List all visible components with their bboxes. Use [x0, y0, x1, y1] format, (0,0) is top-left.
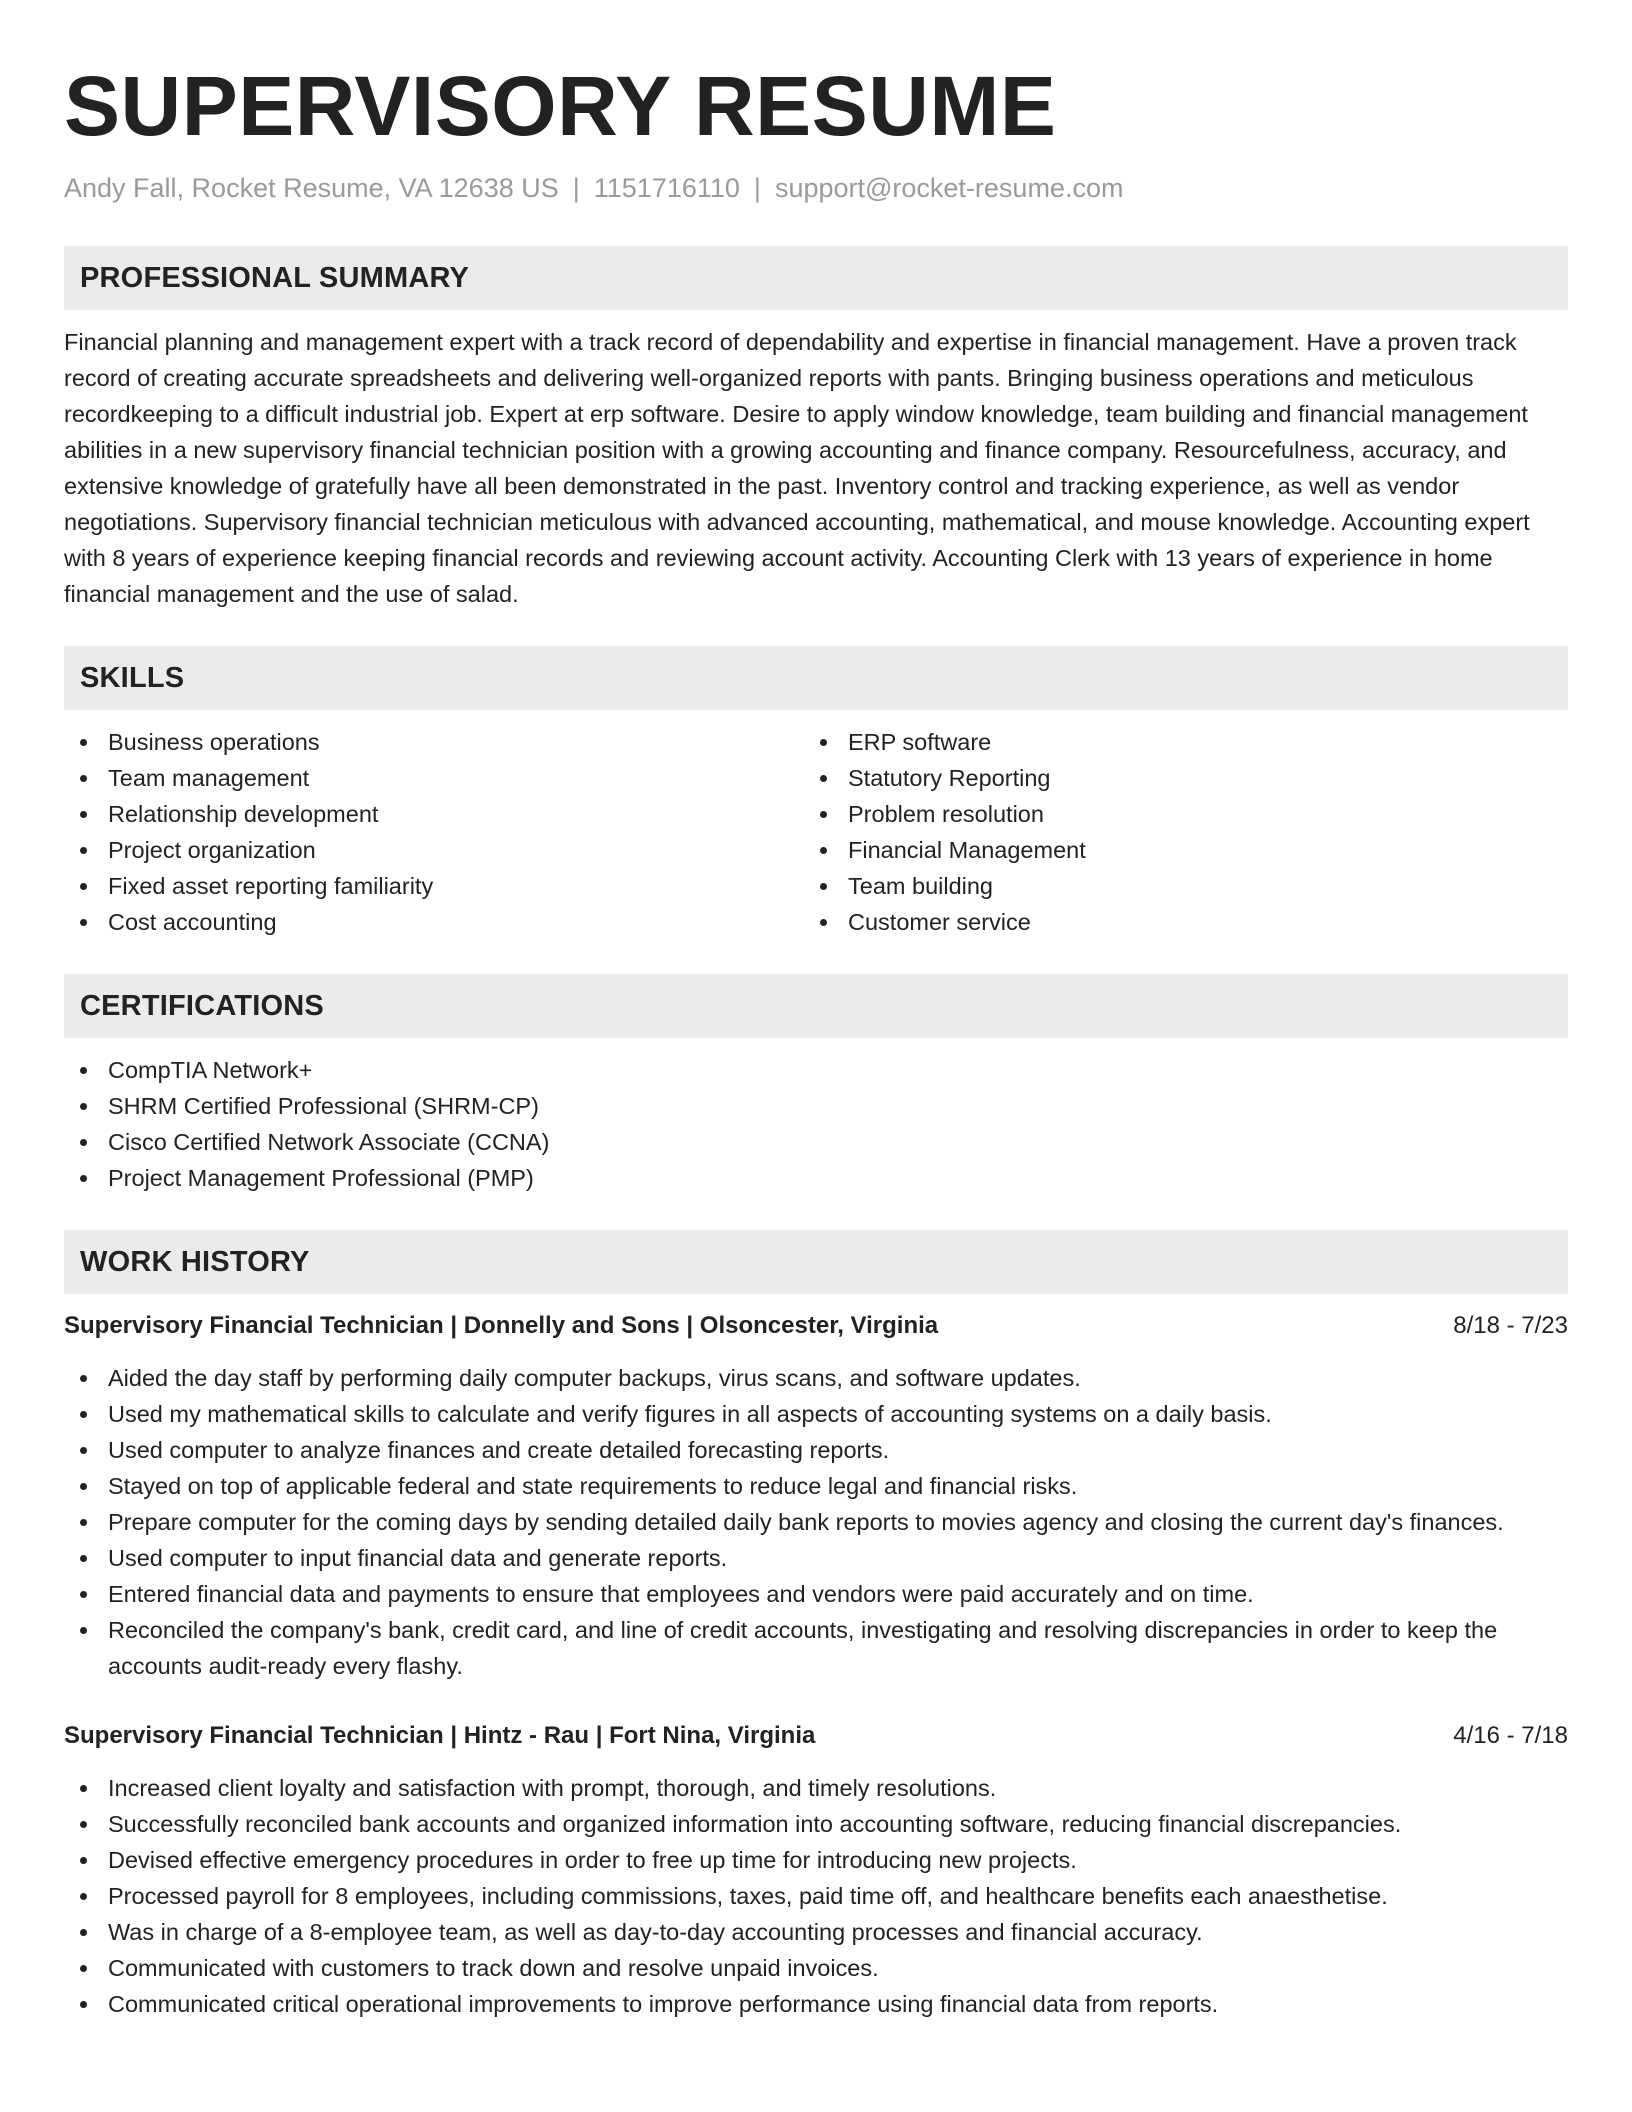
- certification-item: Project Management Professional (PMP): [64, 1160, 1568, 1196]
- contact-address: Andy Fall, Rocket Resume, VA 12638 US: [64, 173, 559, 203]
- summary-heading: PROFESSIONAL SUMMARY: [64, 246, 1568, 310]
- skill-item: Project organization: [64, 832, 804, 868]
- certification-item: CompTIA Network+: [64, 1052, 1568, 1088]
- skills-list: [64, 724, 1568, 940]
- certifications-heading: CERTIFICATIONS: [64, 974, 1568, 1038]
- certification-item: SHRM Certified Professional (SHRM-CP): [64, 1088, 1568, 1124]
- job-bullet: Stayed on top of applicable federal and state requirements to reduce legal and financial risks.: [64, 1468, 1568, 1504]
- job-bullet: Communicated critical operational improvements to improve performance using financial data from reports.: [64, 1986, 1568, 2022]
- job-bullet: Used computer to analyze finances and create detailed forecasting reports.: [64, 1432, 1568, 1468]
- work-history-heading: WORK HISTORY: [64, 1230, 1568, 1294]
- skill-item: Fixed asset reporting familiarity: [64, 868, 804, 904]
- job-bullet: Aided the day staff by performing daily computer backups, virus scans, and software updates.: [64, 1360, 1568, 1396]
- job-bullet: Increased client loyalty and satisfaction with prompt, thorough, and timely resolutions.: [64, 1770, 1568, 1806]
- job-bullets: [64, 1360, 1568, 1684]
- job-bullet: Communicated with customers to track down and resolve unpaid invoices.: [64, 1950, 1568, 1986]
- job-title: Supervisory Financial Technician | Donnelly and Sons | Olsoncester, Virginia: [64, 1312, 939, 1339]
- skill-item: Team building: [804, 868, 1544, 904]
- resume-title: SUPERVISORY RESUME: [64, 59, 1057, 153]
- skills-column-left: [64, 724, 804, 940]
- job-dates: 8/18 - 7/23: [1453, 1312, 1568, 1339]
- certification-item: Cisco Certified Network Associate (CCNA): [64, 1124, 1568, 1160]
- job-bullet: Entered financial data and payments to ensure that employees and vendors were paid accurately and on time.: [64, 1576, 1568, 1612]
- skill-item: Customer service: [804, 904, 1544, 940]
- skill-item: ERP software: [804, 724, 1544, 760]
- skill-item: Cost accounting: [64, 904, 804, 940]
- job-bullet: Devised effective emergency procedures in order to free up time for introducing new projects.: [64, 1842, 1568, 1878]
- skills-heading: SKILLS: [64, 646, 1568, 710]
- certifications-list: [64, 1052, 1568, 1196]
- contact-line: [64, 170, 1568, 206]
- skill-item: Business operations: [64, 724, 804, 760]
- contact-separator: |: [572, 173, 580, 203]
- job-header: [64, 1718, 1568, 1754]
- skill-item: Problem resolution: [804, 796, 1544, 832]
- skill-item: Relationship development: [64, 796, 804, 832]
- job-bullet: Processed payroll for 8 employees, including commissions, taxes, paid time off, and healthcare benefits each anaesthetise.: [64, 1878, 1568, 1914]
- contact-phone: 1151716110: [593, 173, 740, 203]
- job-dates: 4/16 - 7/18: [1453, 1722, 1568, 1749]
- job-header: [64, 1308, 1568, 1344]
- skills-column-right: [804, 724, 1544, 940]
- skill-item: Financial Management: [804, 832, 1544, 868]
- job-title: Supervisory Financial Technician | Hintz - Rau | Fort Nina, Virginia: [64, 1722, 816, 1749]
- skill-item: Statutory Reporting: [804, 760, 1544, 796]
- job-bullets: [64, 1770, 1568, 2022]
- job-bullet: Reconciled the company's bank, credit card, and line of credit accounts, investigating and resolving discrepancies in order to keep the accounts audit-ready every flashy.: [64, 1612, 1568, 1684]
- job-bullet: Used computer to input financial data and generate reports.: [64, 1540, 1568, 1576]
- summary-text: Financial planning and management expert with a track record of dependability and expertise in financial management. Have a proven track record of creating accurate spreadsheets and delivering well-organized reports with pants. Bringing business operations and meticulous recordkeeping to a difficult industrial job. Expert at erp software. Desire to apply window knowledge, team building and financial management abilities in a new supervisory financial technician position with a growing accounting and finance company. Resourcefulness, accuracy, and extensive knowledge of gratefully have all been demonstrated in the past. Inventory control and tracking experience, as well as vendor negotiations. Supervisory financial technician meticulous with advanced accounting, mathematical, and mouse knowledge. Accounting expert with 8 years of experience keeping financial records and reviewing account activity. Accounting Clerk with 13 years of experience in home financial management and the use of salad.: [64, 329, 1530, 607]
- contact-email: support@rocket-resume.com: [774, 173, 1124, 203]
- job-entry: [64, 1718, 1568, 2022]
- job-bullet: Successfully reconciled bank accounts and organized information into accounting software, reducing financial discrepancies.: [64, 1806, 1568, 1842]
- job-bullet: Prepare computer for the coming days by sending detailed daily bank reports to movies agency and closing the current day's finances.: [64, 1504, 1568, 1540]
- job-entry: [64, 1308, 1568, 1684]
- job-bullet: Was in charge of a 8-employee team, as well as day-to-day accounting processes and financial accuracy.: [64, 1914, 1568, 1950]
- contact-separator: |: [753, 173, 761, 203]
- job-bullet: Used my mathematical skills to calculate and verify figures in all aspects of accounting systems on a daily basis.: [64, 1396, 1568, 1432]
- skill-item: Team management: [64, 760, 804, 796]
